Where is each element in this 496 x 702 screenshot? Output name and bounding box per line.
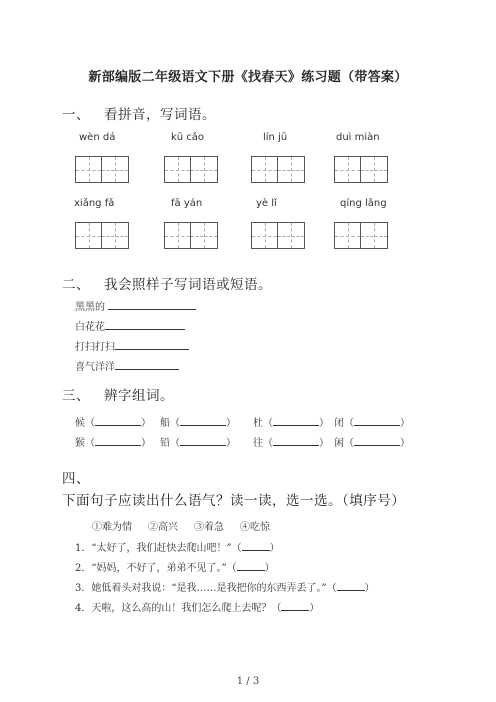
question-1[interactable]: 1．“太好了，我们赶快去爬山吧！”（ ）	[75, 543, 280, 554]
writing-box-4[interactable]	[334, 156, 388, 183]
document-title: 新部编版二年级语文下册《找春天》练习题（带答案）	[88, 70, 408, 85]
pinyin-4: duì miàn	[336, 132, 380, 143]
word-group-2[interactable]: 船（ ）	[160, 418, 236, 429]
pinyin-7: yè lǐ	[256, 198, 277, 209]
example-item-2[interactable]: 白花花	[75, 318, 185, 333]
answer-line[interactable]	[115, 339, 189, 350]
example-item-3[interactable]: 打扫打扫	[75, 338, 189, 353]
pinyin-6: fā yán	[171, 198, 203, 209]
option-1: ①难为情	[92, 522, 132, 533]
page-number: 1 / 3	[236, 676, 260, 687]
pinyin-5: xiǎng fǎ	[74, 198, 115, 209]
tone-options	[92, 518, 286, 533]
word-group-5[interactable]: 猴（ ）	[75, 438, 151, 449]
option-2: ②高兴	[148, 522, 178, 533]
pinyin-2: kū cǎo	[171, 132, 205, 143]
section-2-heading: 二、 我会照样子写词语或短语。	[62, 277, 272, 293]
example-item-4[interactable]: 喜气洋洋	[75, 358, 179, 373]
word-group-8[interactable]: 闲（ ）	[334, 438, 410, 449]
option-3: ③着急	[194, 522, 224, 533]
example-item-1[interactable]: 黑黑的	[75, 298, 196, 313]
pinyin-3: lín jū	[263, 132, 288, 143]
question-3[interactable]: 3．她低着头对我说：“是我……是我把你的东西弄丢了。”（ ）	[75, 583, 375, 594]
section-4-heading: 四、下面句子应读出什么语气？读一读，选一选。（填序号）	[62, 471, 406, 509]
answer-line[interactable]	[105, 319, 185, 330]
section-1-heading: 一、 看拼音，写词语。	[62, 107, 216, 123]
writing-box-8[interactable]	[334, 222, 388, 249]
answer-line[interactable]	[115, 359, 179, 370]
word-group-7[interactable]: 往（ ）	[253, 438, 329, 449]
word-group-1[interactable]: 候（ ）	[75, 418, 151, 429]
writing-box-2[interactable]	[164, 156, 218, 183]
section-3-heading: 三、 辨字组词。	[62, 388, 174, 404]
option-4: ④吃惊	[240, 522, 270, 533]
word-group-4[interactable]: 闭（ ）	[334, 418, 410, 429]
question-2[interactable]: 2．“妈妈，不好了，弟弟不见了。”（ ）	[75, 563, 275, 574]
question-4[interactable]: 4．天啦，这么高的山！我们怎么爬上去呢？（ ）	[75, 603, 320, 614]
writing-box-3[interactable]	[251, 156, 305, 183]
word-group-3[interactable]: 杜（ ）	[253, 418, 329, 429]
writing-box-7[interactable]	[251, 222, 305, 249]
answer-line[interactable]	[108, 299, 196, 310]
pinyin-1: wèn dá	[79, 132, 116, 143]
writing-box-1[interactable]	[75, 156, 129, 183]
pinyin-8: qíng lǎng	[340, 198, 387, 209]
word-group-6[interactable]: 铅（ ）	[160, 438, 236, 449]
writing-box-6[interactable]	[164, 222, 218, 249]
writing-box-5[interactable]	[75, 222, 129, 249]
